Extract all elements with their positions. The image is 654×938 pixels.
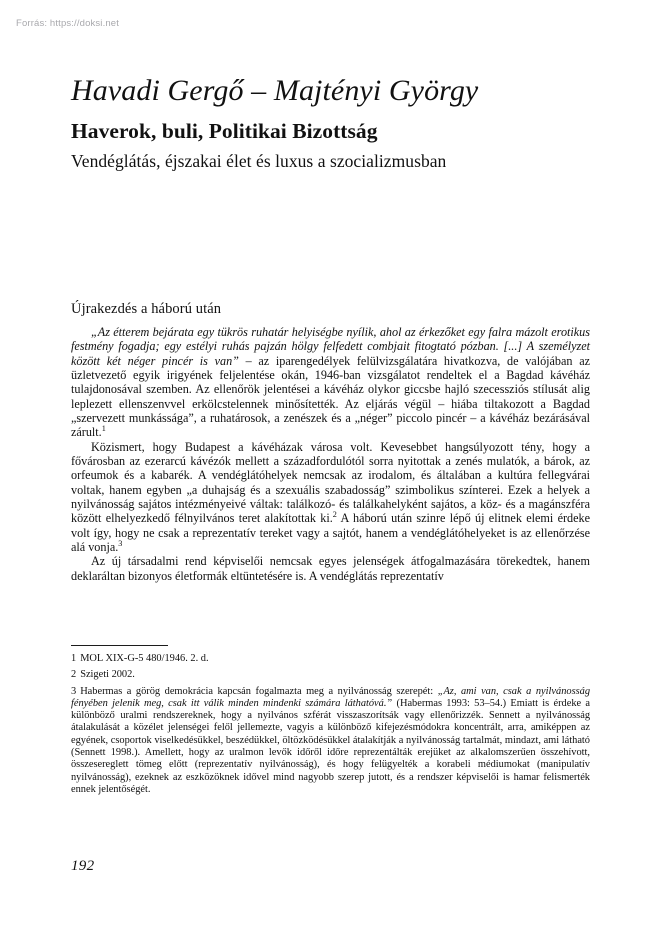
page-subtitle: Vendéglátás, éjszakai élet és luxus a szocializmusban [71, 150, 447, 171]
footnote-text-3b: (Habermas 1993: 53–54.) Emiatt is érdeke a különböző uralmi rendszereknek, hogy a nyilvános szférát visszaszorítsák vagy ellenőrizzék. Sennett a nyilvánosság átalakulását a közélet jelenségei felől jellemezte, vagyis a különböző kifejezésmódokra koncentrált, arra, amiképpen az egyének, csoportok viselkedésükkel, beszédükkel, öltözködésükkel átalakítják a nyilvánosság tartalmát, mindazt, ami látható (Sennett 1998.). Amellett, hogy az uralmon levők időről időre reprezentálták erejüket az alkalomszerűen összehívott, összesereglett tömeg előtt (reprezentatív nyilvánosság), és hogy felügyelték a korabeli médiumokat (manipulatív nyilvánosság), ezeknek az eszközöknek idővel mind nagyobb szerep jutott, és a rendszer képviselői is hamar felismerték ennek jelentőségét. [71, 697, 590, 795]
footnote-number-3: 3 [71, 685, 77, 697]
footnote-separator-rule [71, 645, 168, 646]
footnote-marker-3[interactable]: 3 [118, 539, 123, 549]
paragraph-1-rest: – az iparengedélyek felülvizsgálatára hivatkozva, de valójában az üzletvezető egyik irigyének feljelentése okán, 1946-ban vizsgálatot rendeltek el a Bagdad kávéház tulajdonosával szemben. Az ellenőrök jelentései a kávéház olykor giccsbe hajló szecessziós stílusát alig leplezett ellenszenvvel erkölcstelennek minősítették. Az eljárás végül – hiába tiltakozott a Bagdad „szervezett munkássága”, a ruhatárosok, a zenészek és a „néger” piccolo pincér – a kávéház bezárásával zárult. [71, 353, 590, 440]
authors-line: Havadi Gergő – Majtényi György [71, 74, 479, 107]
page-number: 192 [71, 858, 95, 874]
paragraph-2 [71, 440, 590, 555]
section-heading: Újrakezdés a háború után [71, 300, 222, 317]
body-text-block [71, 318, 590, 583]
footnote-text-3a: Habermas a görög demokrácia kapcsán fogalmazta meg a nyilvánosság szerepét: [80, 685, 438, 697]
footnote-text-2: Szigeti 2002. [80, 669, 135, 681]
source-url-label: Forrás: https://doksi.net [16, 18, 120, 29]
page-title: Haverok, buli, Politikai Bizottság [71, 118, 378, 143]
paragraph-1-quote: „Az étterem bejárata egy tükrös ruhatár helyiségbe nyílik, ahol az érkezőket egy falra mázolt erotikus festmény fogadja; egy estélyi ruhás pajzán hölgy felfedett combjait fitogtató pózban. [...] A személyzet között két néger pincér is van” [71, 324, 590, 368]
footnote-3-quote: „Az, ami van, csak a nyilvánosság fényében jelenik meg, csak itt válik minden mindenki számára láthatóvá.” [71, 685, 591, 709]
footnote-item-1 [71, 653, 590, 665]
footnotes-block [71, 645, 590, 796]
document-page [0, 38, 654, 938]
footnote-text-1: MOL XIX-G-5 480/1946. 2. d. [80, 653, 209, 664]
source-watermark-bar [0, 0, 654, 38]
paragraph-2-text-a: Közismert, hogy Budapest a kávéházak városa volt. Kevesebbet hangsúlyozott tény, hogy a fővárosban az ezerarcú kávézók mellett a századfordulótól sorra nyitottak a zenés mulatók, a bárok, az orfeumok és a kabarék. A vendéglátóhelyek nemcsak az irodalom, és általában a kultúra fellegvárai voltak, hanem egyben „a duhajság és a szexuális szabadosság” szimbolikus színterei. Ezek a helyek a nyilvánosság sajátos intézményeivé váltak: találkozó- és találkahelyként sajátos, a köz- és a magánszféra között elhelyezkedő félnyilvános teret alakítottak ki. [71, 439, 590, 526]
paragraph-1 [71, 325, 590, 440]
footnote-marker-2[interactable]: 2 [332, 510, 337, 520]
footnote-item-2 [71, 669, 590, 681]
footnote-marker-1[interactable]: 1 [101, 424, 106, 434]
footnote-number-1: 1 [71, 653, 77, 664]
footnote-item-3 [71, 686, 590, 797]
paragraph-3: Az új társadalmi rend képviselői nemcsak egyes jelenségek átfogalmazására törekedtek, hanem deklaráltan bizonyos életformák eltüntetésére is. A vendéglátás reprezentatív [71, 554, 590, 583]
page-content-column [71, 38, 590, 583]
paragraph-2-text-b: A háború után szinre lépő új elitnek elemi érdeke volt így, hogy ne csak a reprezentatív tereket vagy a sajtót, hanem a vendéglátóhelyeket is az ellenőrzése alá vonja. [71, 511, 590, 555]
footnote-number-2: 2 [71, 669, 77, 681]
